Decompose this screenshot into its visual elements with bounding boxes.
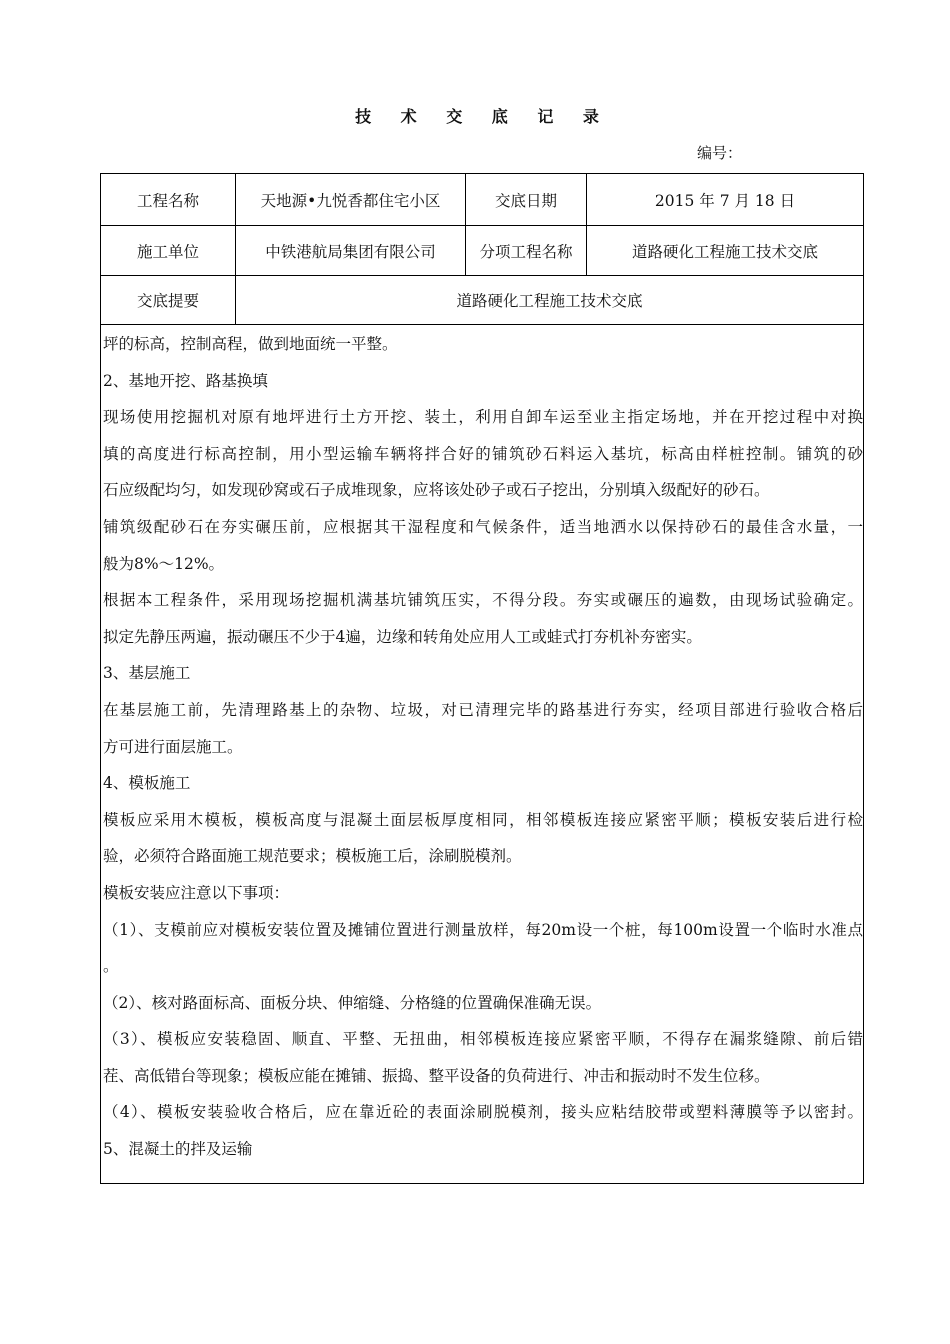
project-name-label: 工程名称 [101, 174, 236, 225]
content-line: 方可进行面层施工。 [103, 737, 243, 756]
section-heading: 3、基层施工 [103, 664, 191, 683]
summary-value: 道路硬化工程施工技术交底 [456, 292, 643, 310]
content-line: 模板应采用木模板，模板高度与混凝土面层板厚度相同，相邻模板连接应紧密平顺；模板安装后进行检 [103, 810, 863, 829]
section-heading: 4、模板施工 [103, 774, 191, 793]
content-line: 坪的标高，控制高程，做到地面统一平整。 [103, 335, 398, 353]
sub-project-value: 道路硬化工程施工技术交底 [631, 242, 818, 261]
record-table [100, 173, 864, 1184]
contractor-value: 中铁港航局集团有限公司 [236, 226, 466, 275]
content-line: 验，必须符合路面施工规范要求；模板施工后，涂刷脱模剂。 [103, 847, 522, 866]
section-heading: 5、混凝土的拌及运输 [103, 1140, 253, 1159]
content-line: 填的高度进行标高控制，用小型运输车辆将拌合好的铺筑砂石料运入基坑，标高由样桩控制。铺筑的砂 [103, 444, 863, 463]
summary-label: 交底提要 [101, 276, 236, 324]
document-title: 技 术 交 底 记 录 [355, 107, 611, 126]
content-line: 拟定先静压两遍，振动碾压不少于4遍，边缘和转角处应用人工或蛙式打夯机补夯密实。 [103, 627, 702, 646]
content-line: 现场使用挖掘机对原有地坪进行土方开挖、装土，利用自卸车运至业主指定场地，并在开挖过程中对换 [103, 408, 863, 427]
section-heading: 2、基地开挖、路基换填 [103, 371, 268, 390]
content-line: 根据本工程条件，采用现场挖掘机满基坑铺筑压实，不得分段。夯实或碾压的遍数，由现场试验确定。 [103, 591, 863, 610]
table-row [101, 226, 863, 276]
content-line: （2）、核对路面标高、面板分块、伸缩缝、分格缝的位置确保准确无误。 [103, 993, 602, 1012]
project-name-value: 天地源•九悦香都住宅小区 [236, 174, 466, 225]
content-line: 。 [103, 957, 119, 976]
content-line: 般为8%～12%。 [103, 554, 225, 573]
content-line: （4）、模板安装验收合格后，应在靠近砼的表面涂刷脱模剂，接头应粘结胶带或塑料薄膜等予以密封。 [103, 1103, 863, 1122]
sub-project-label: 分项工程名称 [466, 226, 587, 275]
table-row [101, 174, 863, 226]
content-line: （1）、支模前应对模板安装位置及摊铺位置进行测量放样，每20m设一个桩，每100m设置一个临时水准点 [103, 920, 863, 939]
content-line: 模板安装应注意以下事项： [103, 883, 290, 902]
handover-date-label: 交底日期 [466, 174, 587, 225]
content-line: （3）、模板应安装稳固、顺直、平整、无扭曲，相邻模板连接应紧密平顺，不得存在漏浆缝隙、前后错 [103, 1030, 863, 1049]
content-line: 茬、高低错台等现象；模板应能在摊铺、振捣、整平设备的负荷进行、冲击和振动时不发生位移。 [103, 1066, 770, 1085]
handover-date-value: 2015 年 7 月 18 日 [654, 191, 796, 210]
handover-content [103, 326, 863, 1168]
content-line: 在基层施工前，先清理路基上的杂物、垃圾，对已清理完毕的路基进行夯实，经项目部进行验收合格后 [103, 700, 863, 719]
contractor-label: 施工单位 [101, 226, 236, 275]
content-line: 石应级配均匀，如发现砂窝或石子成堆现象，应将该处砂子或石子挖出，分别填入级配好的砂石。 [103, 481, 770, 500]
table-row [101, 276, 863, 325]
content-line: 铺筑级配砂石在夯实碾压前，应根据其干湿程度和气候条件，适当地洒水以保持砂石的最佳含水量，一 [103, 517, 863, 536]
serial-number-label: 编号： [697, 144, 743, 162]
